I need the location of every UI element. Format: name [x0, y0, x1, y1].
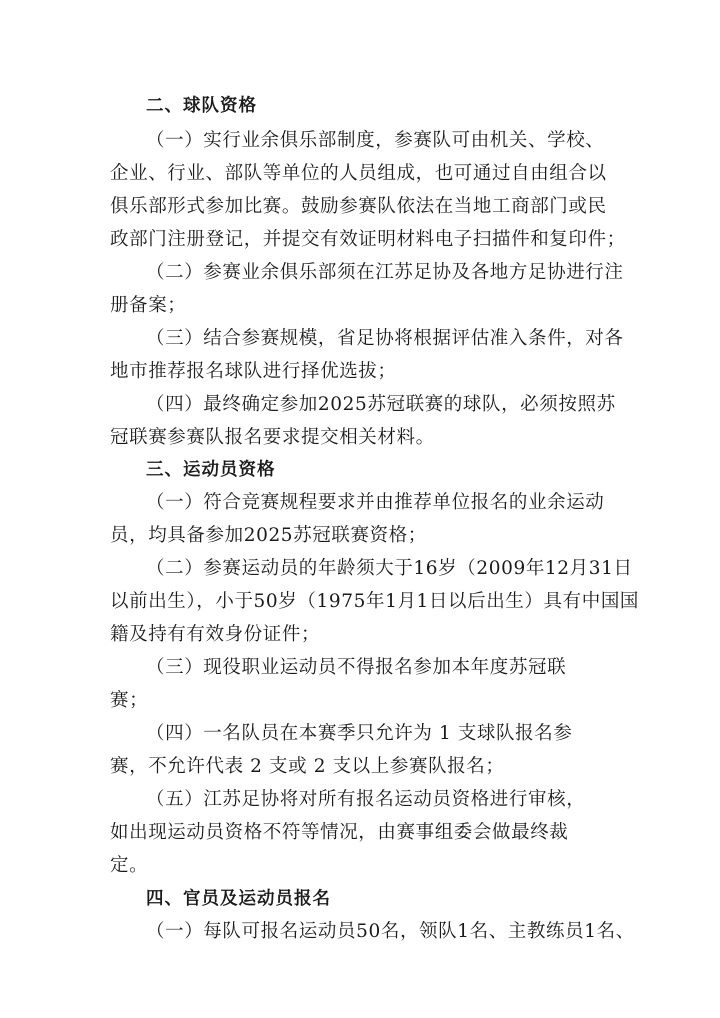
paragraph-line: （四）一名队员在本赛季只允许为 1 支球队报名参: [146, 723, 573, 744]
paragraph-line: 冠联赛参赛队报名要求提交相关材料。: [110, 427, 435, 448]
section-heading-officials-registration: 四、官员及运动员报名: [146, 889, 331, 909]
paragraph-line: 员，均具备参加2025苏冠联赛资格；: [110, 525, 427, 546]
paragraph-line: 籍及持有有效身份证件；: [110, 624, 321, 645]
paragraph-line: 定。: [110, 855, 149, 876]
paragraph-line: 如出现运动员资格不符等情况，由赛事组委会做最终裁: [110, 822, 569, 843]
paragraph-line: （四）最终确定参加2025苏冠联赛的球队，必须按照苏: [146, 394, 616, 415]
paragraph-line: 企业、行业、部队等单位的人员组成，也可通过自由组合以: [110, 163, 607, 184]
paragraph-line: （一）符合竞赛规程要求并由推荐单位报名的业余运动: [146, 492, 605, 513]
paragraph-line: （一）实行业余俱乐部制度，参赛队可由机关、学校、: [146, 130, 605, 151]
paragraph-line: 地市推荐报名球队进行择优选拔；: [110, 361, 397, 382]
paragraph-line: （五）江苏足协将对所有报名运动员资格进行审核，: [146, 789, 586, 810]
paragraph-line: （二）参赛运动员的年龄须大于16岁（2009年12月31日: [146, 558, 633, 579]
paragraph-line: 册备案；: [110, 295, 187, 316]
paragraph-line: 赛；: [110, 690, 149, 711]
paragraph-line: （三）现役职业运动员不得报名参加本年度苏冠联: [146, 657, 567, 678]
paragraph-line: 赛，不允许代表 2 支或 2 支以上参赛队报名；: [110, 756, 505, 777]
section-heading-team-eligibility: 二、球队资格: [146, 96, 257, 116]
section-heading-athlete-eligibility: 三、运动员资格: [146, 460, 276, 480]
paragraph-line: （一）每队可报名运动员50名，领队1名、主教练员1名、: [146, 921, 635, 942]
paragraph-line: 政部门注册登记，并提交有效证明材料电子扫描件和复印件；: [110, 229, 626, 250]
paragraph-line: 以前出生），小于50岁（1975年1月1日以后出生）具有中国国: [110, 591, 640, 612]
paragraph-line: （二）参赛业余俱乐部须在江苏足协及各地方足协进行注: [146, 262, 624, 283]
paragraph-line: （三）结合参赛规模，省足协将根据评估准入条件，对各: [146, 328, 624, 349]
paragraph-line: 俱乐部形式参加比赛。鼓励参赛队依法在当地工商部门或民: [110, 196, 607, 217]
